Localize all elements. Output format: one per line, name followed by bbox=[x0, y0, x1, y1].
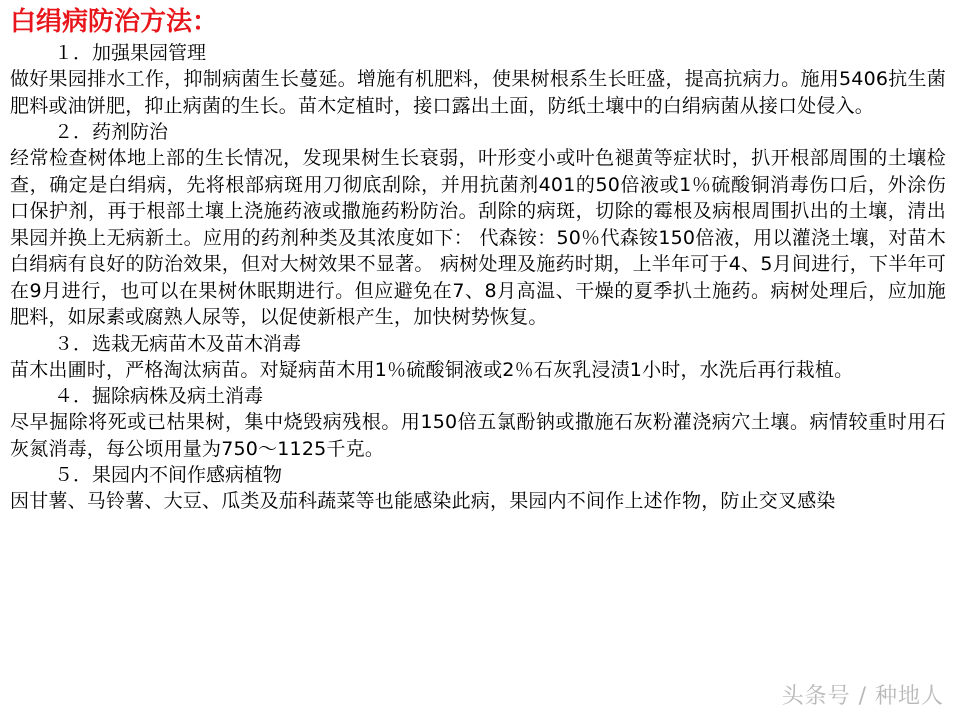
section-body: 苗木出圃时，严格淘汰病苗。对疑病苗木用1％硫酸铜液或2％石灰乳浸渍1小时，水洗后再行栽植。 bbox=[10, 358, 854, 381]
section-body: 经常检查树体地上部的生长情况，发现果树生长衰弱，叶形变小或叶色褪黄等症状时，扒开根部周围的土壤检查，确定是白绢病，先将根部病斑用刀彻底刮除，并用抗菌剂401的50倍液或1％硫酸铜消毒伤口后，外涂伤口保护剂，再于根部土壤上浇施药液或撒施药粉防治。刮除的病斑，切除的霉根及病根周围扒出的土壤，清出果园并换上无病新土。应用的药剂种类及其浓度如下： 代森铵：50％代森铵150倍液，用以灌浇土壤，对苗木白绢病有良好的防治效果，但对大树效果不显著。 病树处理及施药时期，上半年可于4、5月间进行，下半年可在9月进行，也可以在果树休眠期进行。但应避免在7、8月高温、干燥的夏季扒土施药。病树处理后，应加施肥料，如尿素或腐熟人尿等，以促使新根产生，加快树势恢复。 bbox=[10, 147, 946, 328]
section-remove-diseased-plants bbox=[10, 383, 946, 462]
section-heading: ５．果园内不间作感病植物 bbox=[54, 464, 283, 486]
section-heading: ２．药剂防治 bbox=[54, 121, 169, 143]
section-heading: ４．掘除病株及病土消毒 bbox=[54, 385, 264, 407]
section-orchard-management bbox=[10, 40, 946, 119]
section-healthy-seedlings bbox=[10, 331, 946, 384]
section-body: 做好果园排水工作，抑制病菌生长蔓延。增施有机肥料，使果树根系生长旺盛，提高抗病力。施用5406抗生菌肥料或油饼肥，抑止病菌的生长。苗木定植时，接口露出土面，防纸土壤中的白绢病菌从接口处侵入。 bbox=[10, 68, 946, 117]
section-body: 尽早掘除将死或已枯果树，集中烧毁病残根。用150倍五氯酚钠或撒施石灰粉灌浇病穴土壤。病情较重时用石灰氮消毒，每公顷用量为750～1125千克。 bbox=[10, 411, 946, 460]
section-heading: ３．选栽无病苗木及苗木消毒 bbox=[54, 332, 302, 355]
section-no-intercropping bbox=[10, 462, 946, 515]
section-chemical-control bbox=[10, 119, 946, 331]
page-title: 白绢病防治方法： bbox=[10, 7, 219, 37]
section-heading: １．加强果园管理 bbox=[54, 42, 207, 64]
section-body: 因甘薯、马铃薯、大豆、瓜类及茄科蔬菜等也能感染此病，果园内不间作上述作物，防止交叉感染 bbox=[10, 490, 836, 512]
document bbox=[10, 4, 946, 515]
watermark: 头条号 / 种地人 bbox=[781, 684, 944, 709]
